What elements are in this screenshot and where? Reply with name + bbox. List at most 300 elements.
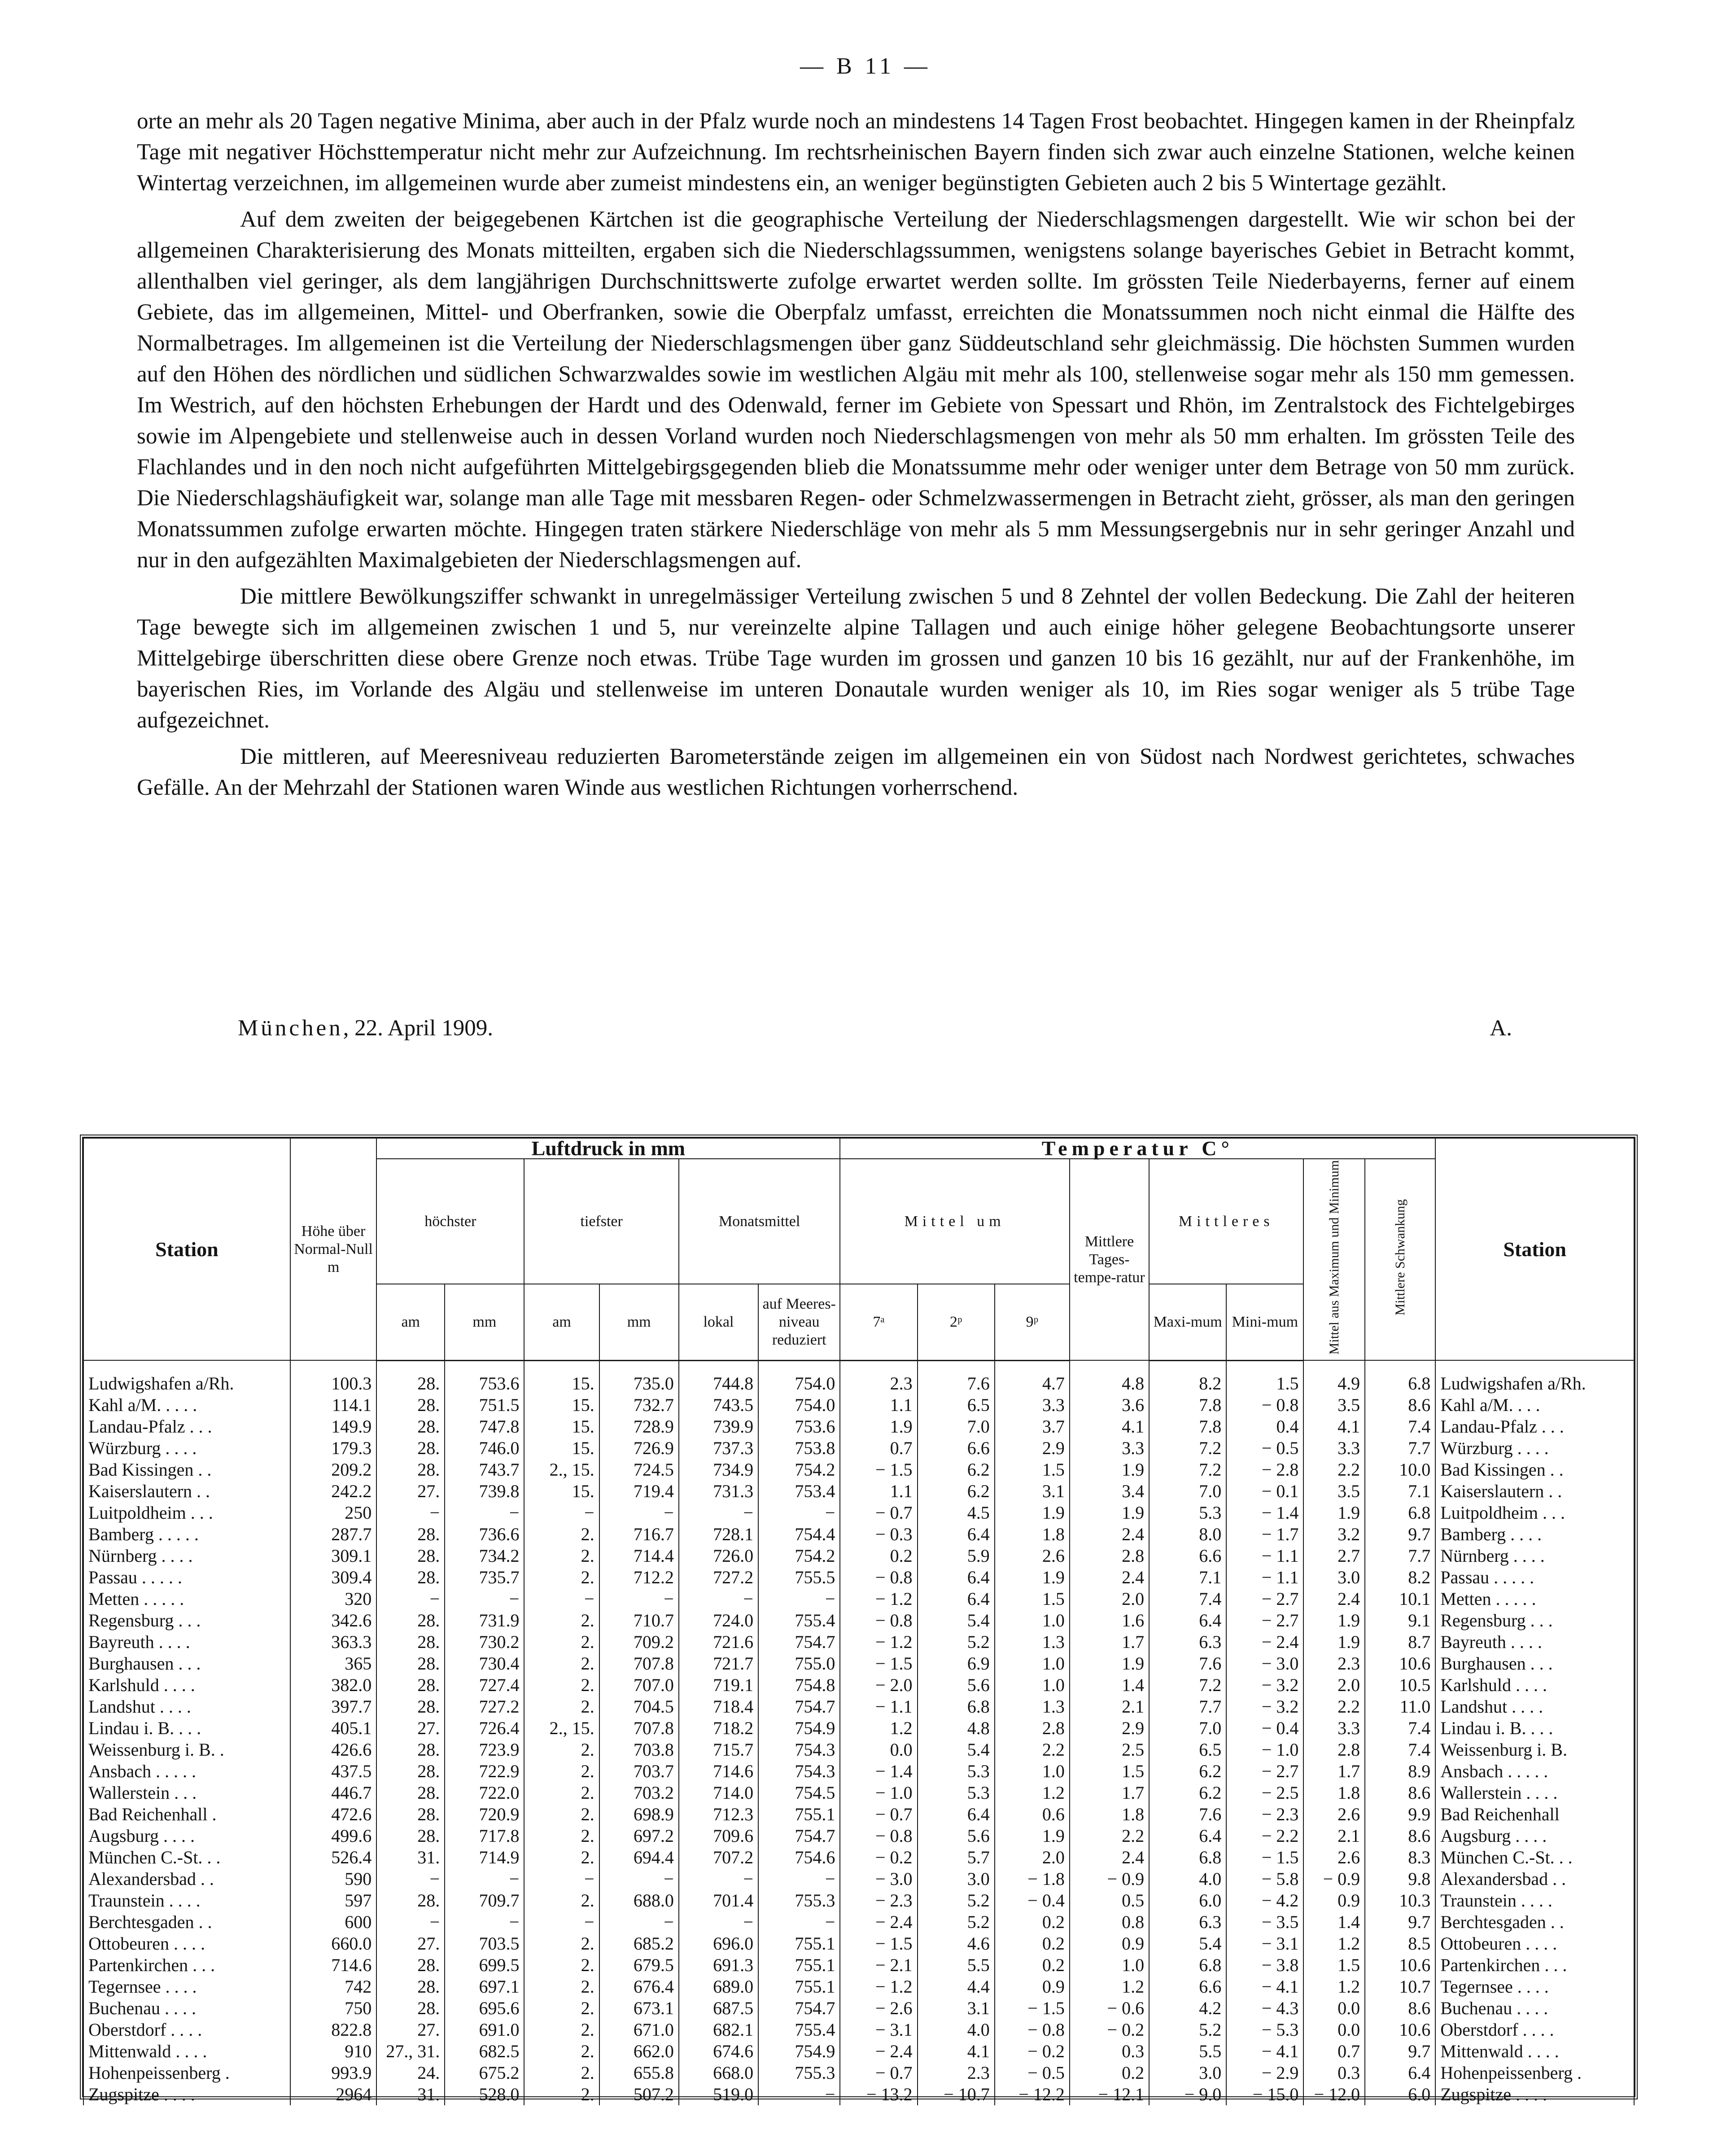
table-cell: 731.9 — [445, 1610, 524, 1631]
station-name-right: Traunstein . . . . — [1435, 1890, 1634, 1911]
table-cell: 4.7 — [995, 1360, 1070, 1394]
header-9p: 9ᵖ — [995, 1284, 1070, 1360]
table-cell: 754.8 — [758, 1674, 840, 1696]
table-cell: − — [445, 1588, 524, 1610]
table-cell: 724.0 — [679, 1610, 758, 1631]
station-name-right: Berchtesgaden . . — [1435, 1911, 1634, 1933]
table-cell: 7.1 — [1149, 1567, 1226, 1588]
table-cell: 2. — [524, 1524, 599, 1545]
table-cell: 739.8 — [445, 1481, 524, 1502]
station-name-right: Bad Kissingen . . — [1435, 1459, 1634, 1481]
table-cell: 7.8 — [1149, 1416, 1226, 1437]
table-cell: 2., 15. — [524, 1718, 599, 1739]
table-row — [83, 1481, 1634, 1502]
table-cell: 28. — [376, 1545, 445, 1567]
table-cell: 679.5 — [599, 1954, 679, 1976]
table-cell: 1.9 — [1070, 1653, 1149, 1674]
table-cell: 597 — [290, 1890, 376, 1911]
table-row — [83, 1653, 1634, 1674]
table-cell: 27. — [376, 1481, 445, 1502]
table-cell: 1.0 — [995, 1674, 1070, 1696]
station-name: Ludwigshafen a/Rh. — [83, 1360, 290, 1394]
table-cell: 1.6 — [1070, 1610, 1149, 1631]
header-am: am — [524, 1284, 599, 1360]
table-cell: 754.4 — [758, 1524, 840, 1545]
table-cell: − 2.4 — [840, 2041, 917, 2062]
table-cell: − 0.4 — [1226, 1718, 1303, 1739]
data-table — [83, 1138, 1635, 2105]
table-cell: 754.3 — [758, 1761, 840, 1782]
station-name-right: Nürnberg . . . . — [1435, 1545, 1634, 1567]
table-cell: 526.4 — [290, 1847, 376, 1868]
table-cell: 707.8 — [599, 1718, 679, 1739]
table-cell: 0.2 — [840, 1545, 917, 1567]
table-cell: 750 — [290, 1998, 376, 2019]
table-cell: − 0.9 — [1070, 1868, 1149, 1890]
station-name: Nürnberg . . . . — [83, 1545, 290, 1567]
table-cell: 2.3 — [840, 1360, 917, 1394]
table-cell: 697.2 — [599, 1825, 679, 1847]
table-cell: 739.9 — [679, 1416, 758, 1437]
table-cell: 27., 31. — [376, 2041, 445, 2062]
table-cell: − — [524, 1502, 599, 1524]
table-cell: 744.8 — [679, 1360, 758, 1394]
table-cell: 742 — [290, 1976, 376, 1998]
table-cell: − — [599, 1502, 679, 1524]
table-cell: 727.2 — [445, 1696, 524, 1718]
table-cell: 735.7 — [445, 1567, 524, 1588]
table-cell: 5.4 — [1149, 1933, 1226, 1954]
table-cell: 720.9 — [445, 1804, 524, 1825]
table-cell: 8.3 — [1365, 1847, 1435, 1868]
table-cell: 3.3 — [1070, 1437, 1149, 1459]
table-cell: 437.5 — [290, 1761, 376, 1782]
table-cell: 405.1 — [290, 1718, 376, 1739]
table-cell: 2.8 — [995, 1718, 1070, 1739]
table-cell: 726.9 — [599, 1437, 679, 1459]
table-cell: − 1.1 — [1226, 1567, 1303, 1588]
header-luftdruck: Luftdruck in mm — [376, 1138, 840, 1159]
table-cell: 5.3 — [918, 1761, 995, 1782]
table-cell: 714.6 — [679, 1761, 758, 1782]
table-cell: 5.2 — [918, 1911, 995, 1933]
table-cell: 1.0 — [995, 1761, 1070, 1782]
table-cell: − 9.0 — [1149, 2084, 1226, 2105]
table-cell: 0.0 — [840, 1739, 917, 1761]
table-cell: 731.3 — [679, 1481, 758, 1502]
table-row — [83, 1360, 1634, 1394]
table-cell: 5.7 — [918, 1847, 995, 1868]
table-row — [83, 2084, 1634, 2105]
table-cell: 1.9 — [1070, 1502, 1149, 1524]
table-cell: 2.4 — [1070, 1567, 1149, 1588]
table-cell: − 3.2 — [1226, 1696, 1303, 1718]
table-cell: 1.4 — [1070, 1674, 1149, 1696]
table-cell: − 0.8 — [995, 2019, 1070, 2041]
table-cell: 7.2 — [1149, 1459, 1226, 1481]
table-cell: 7.8 — [1149, 1394, 1226, 1416]
station-name: Zugspitze . . . . — [83, 2084, 290, 2105]
table-cell: 28. — [376, 1890, 445, 1911]
station-name: Ansbach . . . . . — [83, 1761, 290, 1782]
table-cell: 715.7 — [679, 1739, 758, 1761]
table-cell: 736.6 — [445, 1524, 524, 1545]
table-cell: 4.9 — [1303, 1360, 1365, 1394]
table-cell: 2.7 — [1303, 1545, 1365, 1567]
table-cell: 446.7 — [290, 1782, 376, 1804]
table-cell: 696.0 — [679, 1933, 758, 1954]
table-cell: − 2.1 — [840, 1954, 917, 1976]
table-cell: − 2.4 — [840, 1911, 917, 1933]
table-cell: 724.5 — [599, 1459, 679, 1481]
station-name: Metten . . . . . — [83, 1588, 290, 1610]
header-hoechster: höchster — [376, 1159, 524, 1284]
table-cell: 2.1 — [1303, 1825, 1365, 1847]
header-monatsmittel: Monatsmittel — [679, 1159, 840, 1284]
table-cell: 753.6 — [758, 1416, 840, 1437]
station-name-right: Wallerstein . . . . — [1435, 1782, 1634, 1804]
station-name: Traunstein . . . . — [83, 1890, 290, 1911]
station-name: Kaiserslautern . . — [83, 1481, 290, 1502]
table-cell: 7.1 — [1365, 1481, 1435, 1502]
table-cell: 28. — [376, 1761, 445, 1782]
table-cell: 507.2 — [599, 2084, 679, 2105]
table-cell: 6.4 — [918, 1567, 995, 1588]
table-cell: − 0.6 — [1070, 1998, 1149, 2019]
table-cell: − 1.8 — [995, 1868, 1070, 1890]
table-cell: 2. — [524, 1631, 599, 1653]
table-cell: 2.6 — [1303, 1847, 1365, 1868]
table-cell: − 4.1 — [1226, 1976, 1303, 1998]
table-cell: 6.8 — [1365, 1502, 1435, 1524]
table-cell: − — [524, 1588, 599, 1610]
table-cell: 472.6 — [290, 1804, 376, 1825]
table-cell: 695.6 — [445, 1998, 524, 2019]
table-cell: 590 — [290, 1868, 376, 1890]
table-cell: 2. — [524, 1761, 599, 1782]
header-mittel-aus — [1303, 1159, 1365, 1360]
table-cell: 2.4 — [1070, 1524, 1149, 1545]
station-name: Partenkirchen . . . — [83, 1954, 290, 1976]
table-row — [83, 1588, 1634, 1610]
table-cell: 9.7 — [1365, 1524, 1435, 1545]
table-cell: 28. — [376, 1674, 445, 1696]
header-schwankung — [1365, 1159, 1435, 1360]
table-cell: 7.0 — [1149, 1481, 1226, 1502]
table-cell: 0.5 — [1070, 1890, 1149, 1911]
table-cell: 2964 — [290, 2084, 376, 2105]
table-cell: 697.1 — [445, 1976, 524, 1998]
station-name: Augsburg . . . . — [83, 1825, 290, 1847]
table-cell: − 12.1 — [1070, 2084, 1149, 2105]
table-cell: 2. — [524, 1933, 599, 1954]
station-name-right: Luitpoldheim . . . — [1435, 1502, 1634, 1524]
header-maximum: Maxi-mum — [1149, 1284, 1226, 1360]
table-cell: − 3.2 — [1226, 1674, 1303, 1696]
table-cell: 7.0 — [1149, 1718, 1226, 1739]
table-cell: 746.0 — [445, 1437, 524, 1459]
table-cell: 0.3 — [1070, 2041, 1149, 2062]
station-name: Landshut . . . . — [83, 1696, 290, 1718]
table-cell: 3.5 — [1303, 1481, 1365, 1502]
table-cell: 734.2 — [445, 1545, 524, 1567]
table-cell: − — [679, 1588, 758, 1610]
table-cell: 28. — [376, 1739, 445, 1761]
table-cell: 149.9 — [290, 1416, 376, 1437]
table-cell: 732.7 — [599, 1394, 679, 1416]
table-cell: 4.8 — [1070, 1360, 1149, 1394]
table-cell: − 2.5 — [1226, 1782, 1303, 1804]
table-cell: 0.2 — [995, 1911, 1070, 1933]
table-row — [83, 1718, 1634, 1739]
header-am: am — [376, 1284, 445, 1360]
table-cell: 7.7 — [1149, 1696, 1226, 1718]
table-cell: 726.4 — [445, 1718, 524, 1739]
table-cell: 655.8 — [599, 2062, 679, 2084]
table-cell: 6.4 — [1149, 1825, 1226, 1847]
table-cell: 754.7 — [758, 1825, 840, 1847]
table-cell: 28. — [376, 1610, 445, 1631]
table-cell: 755.4 — [758, 2019, 840, 2041]
table-row — [83, 1890, 1634, 1911]
station-name: Bayreuth . . . . — [83, 1631, 290, 1653]
table-cell: 6.6 — [1149, 1545, 1226, 1567]
station-name: Ottobeuren . . . . — [83, 1933, 290, 1954]
station-name-right: Karlshuld . . . . — [1435, 1674, 1634, 1696]
table-cell: − 0.4 — [995, 1890, 1070, 1911]
table-cell: 2. — [524, 1804, 599, 1825]
table-cell: 320 — [290, 1588, 376, 1610]
table-cell: 28. — [376, 1998, 445, 2019]
table-row — [83, 1610, 1634, 1631]
table-cell: 687.5 — [679, 1998, 758, 2019]
station-name-right: Ansbach . . . . . — [1435, 1761, 1634, 1782]
table-cell: 668.0 — [679, 2062, 758, 2084]
table-cell: 1.4 — [1303, 1911, 1365, 1933]
table-row — [83, 1545, 1634, 1567]
table-cell: 2.3 — [918, 2062, 995, 2084]
table-cell: − — [758, 2084, 840, 2105]
table-cell: 5.4 — [918, 1610, 995, 1631]
table-cell: − 0.2 — [840, 1847, 917, 1868]
table-cell: − 1.4 — [1226, 1502, 1303, 1524]
station-name-right: Landshut . . . . — [1435, 1696, 1634, 1718]
table-cell: 2. — [524, 1998, 599, 2019]
table-cell: 0.6 — [995, 1804, 1070, 1825]
header-mittleres: Mittleres — [1149, 1159, 1303, 1284]
table-cell: 4.8 — [918, 1718, 995, 1739]
table-row — [83, 2041, 1634, 2062]
table-cell: 728.1 — [679, 1524, 758, 1545]
table-cell: 755.3 — [758, 1890, 840, 1911]
table-cell: − — [679, 1911, 758, 1933]
table-cell: 7.4 — [1149, 1588, 1226, 1610]
table-row — [83, 1998, 1634, 2019]
table-cell: 3.0 — [1149, 2062, 1226, 2084]
table-cell: 6.0 — [1149, 1890, 1226, 1911]
table-cell: 721.6 — [679, 1631, 758, 1653]
table-cell: 9.8 — [1365, 1868, 1435, 1890]
header-mittel-aus-text: Mittel aus Maximum und Minimum — [1326, 1160, 1342, 1355]
table-cell: 2. — [524, 2041, 599, 2062]
station-name-right: Ludwigshafen a/Rh. — [1435, 1360, 1634, 1394]
table-cell: − 5.3 — [1226, 2019, 1303, 2041]
table-row — [83, 1459, 1634, 1481]
table-cell: 6.4 — [1149, 1610, 1226, 1631]
table-cell: 698.9 — [599, 1804, 679, 1825]
table-cell: − — [758, 1502, 840, 1524]
table-cell: − 13.2 — [840, 2084, 917, 2105]
table-cell: 28. — [376, 1954, 445, 1976]
station-name: Passau . . . . . — [83, 1567, 290, 1588]
table-cell: 3.5 — [1303, 1394, 1365, 1416]
table-cell: − — [599, 1588, 679, 1610]
table-cell: 8.2 — [1149, 1360, 1226, 1394]
table-cell: 703.5 — [445, 1933, 524, 1954]
station-name: Tegernsee . . . . — [83, 1976, 290, 1998]
station-name-right: Kahl a/M. . . . — [1435, 1394, 1634, 1416]
table-cell: 6.9 — [918, 1653, 995, 1674]
station-name-right: Oberstdorf . . . . — [1435, 2019, 1634, 2041]
table-cell: 4.1 — [1070, 1416, 1149, 1437]
table-cell: 699.5 — [445, 1954, 524, 1976]
table-cell: 0.2 — [1070, 2062, 1149, 2084]
table-cell: 1.3 — [995, 1696, 1070, 1718]
table-cell: 754.0 — [758, 1394, 840, 1416]
header-hoehe: Höhe über Normal-Null m — [290, 1138, 376, 1360]
table-cell: − 3.1 — [1226, 1933, 1303, 1954]
table-cell: − 1.0 — [1226, 1739, 1303, 1761]
table-cell: 1.8 — [1303, 1782, 1365, 1804]
table-cell: 743.7 — [445, 1459, 524, 1481]
table-body — [83, 1360, 1634, 2105]
table-cell: 10.7 — [1365, 1976, 1435, 1998]
table-cell: 754.6 — [758, 1847, 840, 1868]
station-name-right: Hohenpeissenberg . — [1435, 2062, 1634, 2084]
table-cell: 2.6 — [995, 1545, 1070, 1567]
station-name-right: Metten . . . . . — [1435, 1588, 1634, 1610]
table-cell: 5.6 — [918, 1674, 995, 1696]
table-cell: − 0.2 — [995, 2041, 1070, 2062]
table-cell: 15. — [524, 1416, 599, 1437]
table-cell: 309.1 — [290, 1545, 376, 1567]
table-cell: 0.0 — [1303, 1998, 1365, 2019]
table-cell: 754.7 — [758, 1696, 840, 1718]
table-cell: 8.6 — [1365, 1394, 1435, 1416]
table-cell: 2.4 — [1070, 1847, 1149, 1868]
table-cell: 3.3 — [1303, 1718, 1365, 1739]
table-cell: 6.5 — [1149, 1739, 1226, 1761]
table-cell: 5.3 — [918, 1782, 995, 1804]
station-name: Mittenwald . . . . — [83, 2041, 290, 2062]
header-mm: mm — [599, 1284, 679, 1360]
table-cell: 4.0 — [1149, 1868, 1226, 1890]
table-cell: − 0.1 — [1226, 1481, 1303, 1502]
station-name-right: Bad Reichenhall — [1435, 1804, 1634, 1825]
table-cell: 2. — [524, 2019, 599, 2041]
header-station: Station — [83, 1138, 290, 1360]
table-cell: 28. — [376, 1394, 445, 1416]
table-cell: 28. — [376, 1524, 445, 1545]
station-name-right: Ottobeuren . . . . — [1435, 1933, 1634, 1954]
table-cell: 8.5 — [1365, 1933, 1435, 1954]
table-cell: 9.9 — [1365, 1804, 1435, 1825]
signature-place: München — [238, 1016, 343, 1041]
table-cell: 2.8 — [1303, 1739, 1365, 1761]
station-name: Buchenau . . . . — [83, 1998, 290, 2019]
table-row — [83, 1933, 1634, 1954]
table-cell: 730.4 — [445, 1653, 524, 1674]
table-cell: 0.8 — [1070, 1911, 1149, 1933]
table-cell: 709.7 — [445, 1890, 524, 1911]
table-cell: 15. — [524, 1437, 599, 1459]
table-cell: 6.4 — [918, 1804, 995, 1825]
table-cell: 718.2 — [679, 1718, 758, 1739]
table-cell: 755.1 — [758, 1804, 840, 1825]
table-cell: 4.4 — [918, 1976, 995, 1998]
table-cell: 363.3 — [290, 1631, 376, 1653]
header-tiefster: tiefster — [524, 1159, 678, 1284]
station-name: Weissenburg i. B. . — [83, 1739, 290, 1761]
table-cell: 28. — [376, 1653, 445, 1674]
table-cell: − 15.0 — [1226, 2084, 1303, 2105]
station-name: Luitpoldheim . . . — [83, 1502, 290, 1524]
station-name-right: Alexandersbad . . — [1435, 1868, 1634, 1890]
table-cell: − 1.5 — [840, 1933, 917, 1954]
table-cell: 1.2 — [1303, 1976, 1365, 1998]
table-cell: − 12.0 — [1303, 2084, 1365, 2105]
table-cell: − — [599, 1911, 679, 1933]
table-cell: 716.7 — [599, 1524, 679, 1545]
station-name: Regensburg . . . — [83, 1610, 290, 1631]
table-cell: 31. — [376, 2084, 445, 2105]
station-name: Würzburg . . . . — [83, 1437, 290, 1459]
table-cell: 1.5 — [1303, 1954, 1365, 1976]
table-cell: 7.7 — [1365, 1545, 1435, 1567]
table-cell: 1.8 — [995, 1524, 1070, 1545]
table-cell: 730.2 — [445, 1631, 524, 1653]
table-row — [83, 2062, 1634, 2084]
table-cell: 4.5 — [918, 1502, 995, 1524]
table-cell: 710.7 — [599, 1610, 679, 1631]
table-cell: − — [524, 1868, 599, 1890]
table-cell: 6.2 — [918, 1459, 995, 1481]
table-row — [83, 1782, 1634, 1804]
table-cell: 4.1 — [1303, 1416, 1365, 1437]
station-name: München C.-St. . . — [83, 1847, 290, 1868]
station-name: Burghausen . . . — [83, 1653, 290, 1674]
table-cell: 519.0 — [679, 2084, 758, 2105]
table-cell: 709.2 — [599, 1631, 679, 1653]
table-cell: 662.0 — [599, 2041, 679, 2062]
table-cell: 2.2 — [1303, 1459, 1365, 1481]
table-cell: 726.0 — [679, 1545, 758, 1567]
table-cell: 0.2 — [995, 1954, 1070, 1976]
table-cell: 1.7 — [1303, 1761, 1365, 1782]
signature-line — [238, 1015, 1512, 1041]
table-cell: − 1.5 — [1226, 1847, 1303, 1868]
table-cell: 6.8 — [1149, 1847, 1226, 1868]
header-lokal: lokal — [679, 1284, 758, 1360]
table-cell: − 1.1 — [840, 1696, 917, 1718]
table-cell: 754.9 — [758, 2041, 840, 2062]
table-cell: 755.5 — [758, 1567, 840, 1588]
table-cell: 1.9 — [995, 1502, 1070, 1524]
table-cell: 753.4 — [758, 1481, 840, 1502]
table-cell: 2.9 — [995, 1437, 1070, 1459]
table-cell: 722.0 — [445, 1782, 524, 1804]
table-cell: − — [376, 1588, 445, 1610]
